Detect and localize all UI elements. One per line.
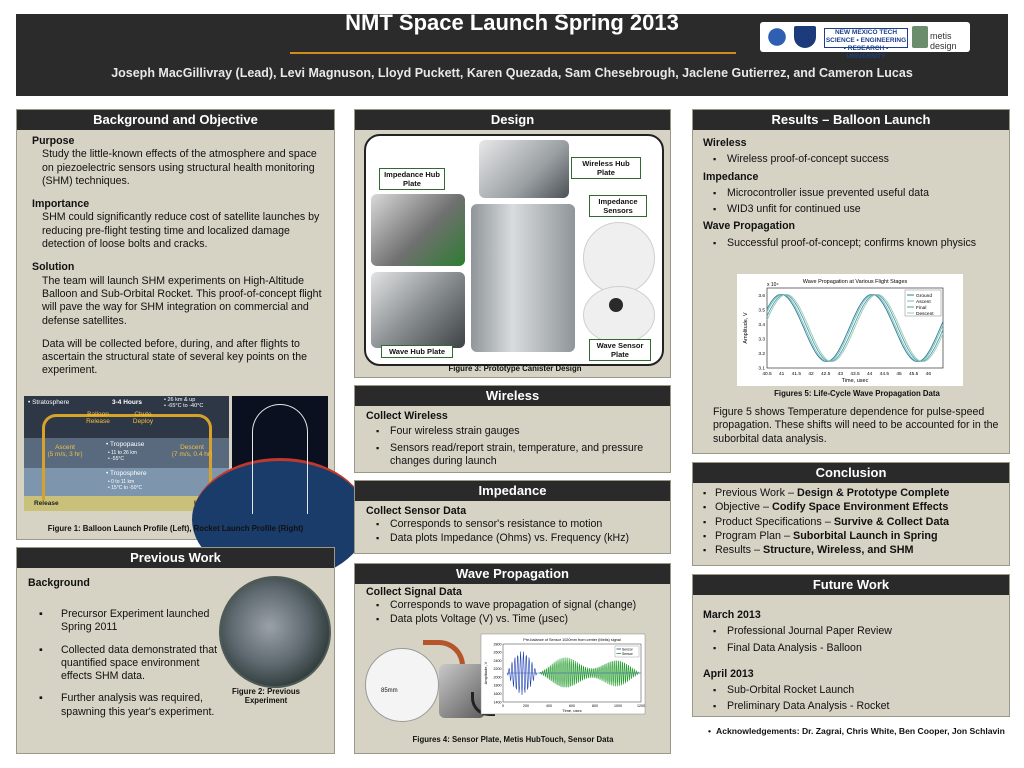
april-item-2: ▪ Preliminary Data Analysis - Rocket [703, 700, 1003, 713]
acknowledgements-text: Acknowledgements: Dr. Zagrai, Chris White, Ben Cooper, Jon Schlavin [716, 726, 1005, 736]
wireless-body [366, 410, 662, 471]
previous-background-title: Background [28, 577, 90, 589]
conclusion-lead: Program Plan – [715, 529, 794, 542]
conclusion-panel [692, 462, 1010, 566]
y-tick-label: 3.1 [758, 366, 765, 372]
duration-label: 3-4 Hours [112, 399, 142, 406]
conclusion-item [701, 487, 1007, 500]
previous-item-1: Precursor Experiment launched Spring 2011 [61, 608, 210, 634]
wave-propagation-panel [354, 563, 671, 754]
descent-label: Descent (7 m/s, 0.4 hr) [171, 444, 213, 458]
x-tick-label: 46 [925, 372, 932, 377]
wave-heading: Wave Propagation [355, 564, 670, 584]
background-panel [16, 109, 335, 540]
impedance-body [366, 505, 666, 548]
wireless-item-1: ▪ Four wireless strain gauges [366, 425, 662, 438]
y-tick-label: 2400 [493, 658, 502, 663]
y-axis-label: Amplitude, V [483, 661, 488, 685]
legend-label: Sensor [622, 647, 633, 652]
march-title: March 2013 [703, 609, 761, 621]
y-tick-label: 2000 [493, 675, 502, 680]
x-axis-label: Time, usec [841, 378, 869, 384]
x-tick-label: 800 [592, 704, 598, 708]
previous-work-list: ▪ Precursor Experiment launched Spring 2011 ▪ Collected data demonstrated that quantified space environment effects SHM data. ▪ Further analysis was required, spawning this year's experiment. [39, 608, 218, 718]
impedance-panel [354, 480, 671, 554]
y-tick-label: 2200 [493, 667, 502, 672]
impedance-item-1: ▪ Corresponds to sensor's resistance to motion [366, 518, 666, 531]
ascent-label: Ascent (5 m/s, 3 hr) [47, 444, 83, 458]
wave-body [366, 586, 666, 629]
previous-item-2: Collected data demonstrated that quantified space environment effects SHM data. [61, 643, 218, 683]
results-wave-title: Wave Propagation [703, 220, 796, 233]
acknowledgements: • Acknowledgements: Dr. Zagrai, Chris White, Ben Cooper, Jon Schlavin [708, 726, 1005, 736]
x-tick-label: 42 [808, 372, 814, 377]
conclusion-emphasis: Suborbital Launch in Spring [793, 529, 938, 542]
x-tick-label: 1200 [637, 704, 645, 708]
wireless-heading: Wireless [355, 386, 670, 406]
x-tick-label: 41.5 [791, 372, 802, 377]
impedance-hub-label: Impedance Hub Plate [379, 168, 445, 190]
previous-item-3: Further analysis was required, spawning this year's experiment. [61, 692, 215, 718]
conclusion-emphasis: Design & Prototype Complete [797, 487, 950, 499]
y-axis-label: Amplitude, V [743, 312, 749, 344]
results-paragraph: Figure 5 shows Temperature dependence for pulse-speed propagation. These shifts will need to be accounted for in the suborbital data analysis. [713, 406, 999, 445]
impedance-item-2: ▪ Data plots Impedance (Ohms) vs. Frequency (kHz) [366, 532, 666, 545]
wave-sensor-disc [609, 298, 623, 312]
shield-logo-icon [794, 26, 816, 48]
x-tick-label: 43 [837, 372, 844, 377]
y-multiplier: x 10⁴ [767, 282, 779, 288]
plate-dimension-label: 85mm [381, 688, 398, 694]
troposphere-stats: • 0 to 11 km • 15°C to -50°C [108, 479, 143, 491]
y-tick-label: 3.6 [758, 293, 765, 299]
wireless-item-2: ▪ Sensors read/report strain, temperature, and pressure changes during launch [366, 442, 662, 469]
figure-5-caption: Figures 5: Life-Cycle Wave Propagation Data [774, 389, 940, 398]
stratosphere-stats: • 26 km & up • -65°C to -40°C [164, 397, 204, 409]
conclusion-item [701, 501, 1007, 514]
wireless-hub-photo [479, 140, 569, 198]
results-impedance-item-1: ▪ Microcontroller issue prevented useful data [703, 187, 1003, 200]
wave-item-2: ▪ Data plots Voltage (V) vs. Time (μsec) [366, 613, 666, 626]
figure-4-caption: Figures 4: Sensor Plate, Metis HubTouch, Sensor Data [412, 735, 614, 744]
previous-experiment-photo [219, 576, 331, 688]
conclusion-item [701, 516, 1007, 529]
x-tick-label: 0 [502, 704, 504, 708]
march-item-2: ▪ Final Data Analysis - Balloon [703, 642, 1003, 655]
design-heading: Design [355, 110, 670, 130]
importance-title: Importance [32, 198, 90, 211]
wave-sensor-label: Wave Sensor Plate [589, 339, 651, 361]
rocket-profile-figure [232, 396, 328, 511]
bullet-icon: ▪ [703, 530, 707, 541]
previous-work-panel [16, 547, 335, 754]
y-tick-label: 3.2 [758, 351, 765, 357]
legend-label: Final [916, 306, 927, 311]
x-tick-label: 1000 [614, 704, 622, 708]
sponsor-logos [760, 22, 970, 60]
impedance-title: Collect Sensor Data [366, 505, 467, 517]
tropopause-stats: • 11 to 26 km • -55°C [108, 450, 137, 462]
tropopause-label: • Tropopause [106, 441, 145, 448]
canister-photo [471, 204, 575, 352]
x-tick-label: 43.5 [850, 372, 860, 377]
balloon-profile-figure [24, 396, 229, 511]
impedance-hub-photo [371, 194, 465, 266]
poster-title: NMT Space Launch Spring 2013 [345, 10, 679, 35]
release-label: Release [34, 500, 59, 507]
x-axis-label: Time, usec [562, 708, 582, 713]
nmt-logo: NEW MEXICO TECH SCIENCE • ENGINEERING • RESEARCH • UNIVERSITY [825, 29, 907, 60]
wave-hub-label: Wave Hub Plate [381, 345, 453, 358]
wireless-title: Collect Wireless [366, 410, 448, 422]
legend-label: Ground [916, 294, 932, 299]
y-tick-label: 1600 [493, 692, 502, 697]
april-item-1: ▪ Sub-Orbital Rocket Launch [703, 684, 1003, 697]
purpose-text: Study the little-known effects of the atmosphere and space on piezoelectric sensors using structural health monitoring (SHM) techniques. [42, 148, 317, 187]
author-list: Joseph MacGillivray (Lead), Levi Magnuson, Lloyd Puckett, Karen Quezada, Sam Chesebrough, Jaclene Gutierrez, and Cameron Lucas [111, 66, 913, 80]
solution-title: Solution [32, 261, 75, 274]
conclusion-emphasis: Codify Space Environment Effects [772, 501, 949, 514]
y-tick-label: 3.3 [758, 337, 765, 343]
conclusion-lead: Product Specifications – [715, 515, 834, 528]
wireless-hub-label: Wireless Hub Plate [571, 157, 641, 179]
figure-3-caption: Figure 3: Prototype Canister Design [448, 364, 582, 373]
bullet-icon: ▪ [703, 516, 707, 527]
troposphere-label: • Troposphere [106, 470, 147, 477]
x-tick-label: 600 [569, 704, 575, 708]
x-tick-label: 41 [778, 372, 785, 377]
purpose-title: Purpose [32, 135, 75, 147]
chart-title: Pre-balance of Sensor 1020mm from center (Metis) signal [523, 638, 621, 642]
results-body [703, 137, 1003, 253]
results-heading: Results – Balloon Launch [693, 110, 1009, 130]
results-wireless-title: Wireless [703, 137, 747, 149]
importance-text: SHM could significantly reduce cost of satellite launches by reducing pre-flight testing time and localized damage detection of loose bolts and cracks. [42, 211, 320, 251]
x-tick-label: 400 [546, 704, 552, 708]
sensor-data-chart [481, 634, 645, 714]
metis-logo-text: metis design [930, 31, 957, 51]
y-tick-label: 3.5 [758, 308, 765, 314]
wave-hub-photo [371, 272, 465, 348]
future-body [703, 609, 1003, 717]
future-work-panel [692, 574, 1010, 717]
chute-deploy-label: Chute Deploy [132, 411, 154, 425]
results-impedance-item-2: ▪ WID3 unfit for continued use [703, 203, 1003, 216]
y-tick-label: 3.4 [758, 322, 765, 328]
conclusion-list [701, 487, 1007, 558]
wave-title: Collect Signal Data [366, 586, 462, 598]
conclusion-item [701, 530, 1007, 543]
figure-2-caption: Figure 2: Previous Experiment [231, 687, 301, 705]
april-title: April 2013 [703, 667, 754, 680]
x-tick-label: 44 [866, 372, 873, 377]
data-collection-text: Data will be collected before, during, and after flights to ascertain the structural state of several key points on the experiment. [42, 337, 307, 377]
y-tick-label: 2800 [493, 642, 502, 647]
results-wave-item-1: ▪ Successful proof-of-concept; confirms known physics [703, 237, 1003, 250]
solution-text: The team will launch SHM experiments on High-Altitude Balloon and Sub-Orbital Rocket. This proof-of-concept flight will pave the way for SHM integration on commercial and defense satellites. [42, 274, 322, 327]
wireless-panel [354, 385, 671, 473]
conclusion-item [701, 544, 1007, 557]
results-impedance-title: Impedance [703, 170, 759, 183]
x-tick-label: 44.5 [879, 372, 890, 377]
legend-label: Descent [916, 312, 934, 317]
bullet-icon: ▪ [703, 502, 707, 513]
impedance-sensors-label: Impedance Sensors [589, 195, 647, 217]
conclusion-emphasis: Survive & Collect Data [833, 515, 950, 528]
conclusion-emphasis: Structure, Wireless, and SHM [763, 544, 914, 557]
previous-work-heading: Previous Work [17, 548, 334, 568]
metis-logo-icon [912, 26, 928, 48]
rocket-trajectory [252, 404, 308, 514]
conclusion-lead: Objective – [715, 501, 773, 514]
impedance-heading: Impedance [355, 481, 670, 501]
nasa-logo-icon [766, 26, 788, 48]
background-body [32, 135, 326, 378]
wave-item-1: ▪ Corresponds to wave propagation of signal (change) [366, 599, 666, 612]
y-tick-label: 2600 [493, 650, 502, 655]
results-panel [692, 109, 1010, 454]
x-tick-label: 45.5 [908, 372, 919, 377]
wave-propagation-chart [737, 274, 963, 386]
figure-1-caption: Figure 1: Balloon Launch Profile (Left), Rocket Launch Profile (Right) [47, 524, 304, 533]
bullet-icon: ▪ [703, 488, 707, 498]
legend-label: Sensor [622, 651, 633, 656]
impedance-sensor-plate [583, 222, 655, 294]
y-tick-label: 1400 [493, 700, 502, 705]
balloon-release-label: Balloon Release [86, 411, 110, 425]
future-heading: Future Work [693, 575, 1009, 595]
design-panel [354, 109, 671, 378]
conclusion-heading: Conclusion [693, 463, 1009, 483]
stratosphere-label: • Stratosphere [28, 399, 70, 406]
x-tick-label: 40.5 [762, 372, 772, 377]
x-tick-label: 200 [523, 704, 529, 708]
title-underline [290, 52, 736, 54]
y-tick-label: 1800 [493, 683, 502, 688]
chart-title: Wave Propagation at Various Flight Stages [802, 279, 908, 285]
background-heading: Background and Objective [17, 110, 334, 130]
bullet-icon: ▪ [703, 545, 707, 556]
x-tick-label: 42.5 [820, 372, 831, 377]
march-item-1: ▪ Professional Journal Paper Review [703, 625, 1003, 638]
x-tick-label: 45 [896, 372, 902, 377]
conclusion-lead: Previous Work – [715, 487, 798, 499]
conclusion-lead: Results – [715, 544, 764, 557]
wave-sensor-plate [583, 286, 655, 344]
legend-label: Ascent [916, 300, 931, 305]
results-wireless-item-1: ▪ Wireless proof-of-concept success [703, 153, 1003, 166]
